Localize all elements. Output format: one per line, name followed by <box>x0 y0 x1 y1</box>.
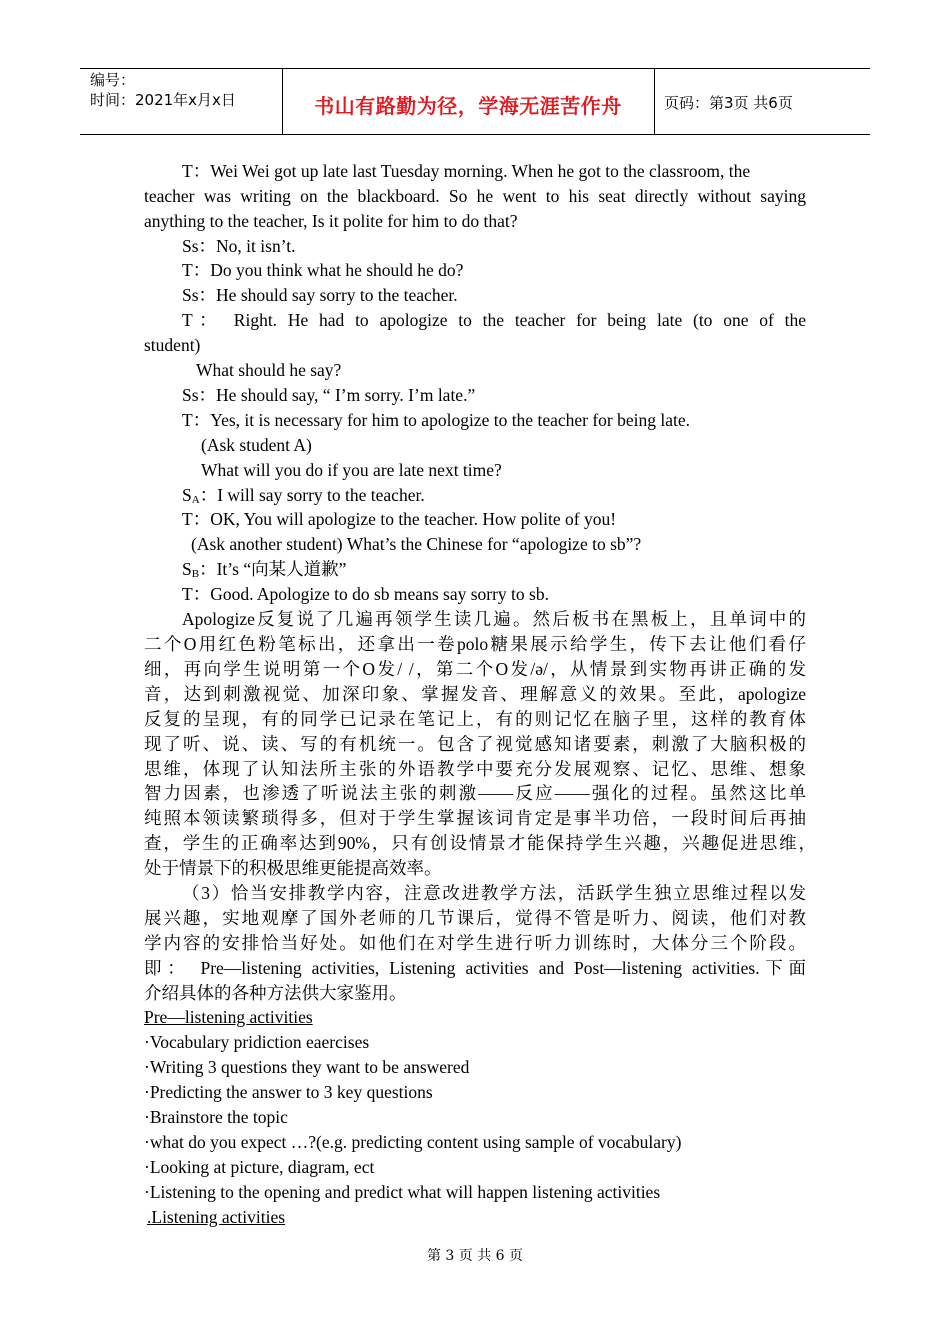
text-line: T：Yes, it is necessary for him to apologize to the teacher for being late. <box>182 410 691 430</box>
header-top-rule <box>80 68 870 69</box>
section-heading-listening: .Listening activities <box>147 1207 286 1227</box>
text-line: 智力因素，也渗透了听说法主张的刺激——反应——强化的过程。虽然这比单 <box>144 783 806 803</box>
text-line: （3）恰当安排教学内容，注意改进教学方法，活跃学生独立思维过程以发 <box>182 883 806 903</box>
text-line: T：Wei Wei got up late last Tuesday morning. When he got to the classroom, the <box>182 161 751 181</box>
section-heading-pre-listening: Pre—listening activities <box>144 1007 313 1027</box>
text-line: (Ask student A) <box>201 435 312 455</box>
list-item: ·Writing 3 questions they want to be answered <box>144 1057 470 1077</box>
text-line: 纯照本领读繁琐得多，但对于学生掌握该词肯定是事半功倍，一段时间后再抽 <box>144 808 806 828</box>
list-item: ·Looking at picture, diagram, ect <box>144 1157 375 1177</box>
header-motto: 书山有路勤为径，学海无涯苦作舟 <box>314 94 622 118</box>
text-line: I will say sorry to the teacher. <box>217 485 425 505</box>
text-line: Apologize反复说了几遍再领学生读几遍。然后板书在黑板上，且单词中的 <box>182 609 806 629</box>
text-line: (Ask another student) What’s the Chinese for “apologize to sb”? <box>191 534 642 554</box>
header-bottom-rule <box>80 134 870 135</box>
list-item: ·Vocabulary pridiction eaercises <box>144 1032 370 1052</box>
text-line: 学内容的安排恰当好处。如他们在对学生进行听力训练时，大体分三个阶段。 <box>144 933 806 953</box>
text-line: student) <box>144 335 201 355</box>
text-line: Ss：He should say sorry to the teacher. <box>182 285 458 305</box>
text-line: Ss：No, it isn’t. <box>182 236 296 256</box>
text-line: T： Right. He had to apologize to the teacher for being late (to one of the <box>182 310 806 330</box>
list-item: ·Listening to the opening and predict what will happen listening activities <box>144 1182 661 1202</box>
text-line: 反复的呈现，有的同学已记录在笔记上，有的则记忆在脑子里，这样的教育体 <box>144 709 806 729</box>
text-line: What will you do if you are late next time? <box>201 460 502 480</box>
header-number-label: 编号： <box>90 71 136 89</box>
text-line: 查，学生的正确率达到90%，只有创设情景才能保持学生兴趣，兴趣促进思维， <box>144 833 816 853</box>
text-line: 思维，体现了认知法所主张的外语教学中要充分发展观察、记忆、思维、想象 <box>144 759 806 779</box>
text-line: T：OK, You will apologize to the teacher. How polite of you! <box>182 509 617 529</box>
text-line: What should he say? <box>196 360 342 380</box>
list-item: ·what do you expect …?(e.g. predicting content using sample of vocabulary) <box>144 1132 682 1152</box>
list-item: ·Predicting the answer to 3 key questions <box>144 1082 433 1102</box>
text-line: 即： Pre—listening activities, Listening activities and Post—listening activities.下面 <box>144 958 806 978</box>
page-footer: 第 3 页 共 6 页 <box>426 1248 524 1264</box>
speaker-a-label: $S_A$： <box>182 485 218 506</box>
text-line: anything to the teacher, Is it polite for him to do that? <box>144 211 518 231</box>
speaker-b-label: $S_B$： <box>182 559 217 580</box>
list-item: ·Brainstore the topic <box>144 1107 288 1127</box>
header-divider-right <box>654 68 655 135</box>
header-page-info: 页码：第3页 共6页 <box>664 94 793 112</box>
text-line: 细，再向学生说明第一个O发/ /，第二个O发/ә/，从情景到实物再讲正确的发 <box>144 659 806 679</box>
text-line: It’s “向某人道歉” <box>216 559 347 579</box>
header-date: 时间：2021年x月x日 <box>90 91 236 109</box>
text-line: Ss：He should say, “ I’m sorry. I’m late.” <box>182 385 476 405</box>
text-line: 音，达到刺激视觉、加深印象、掌握发音、理解意义的效果。至此，apologize <box>144 684 806 704</box>
page-header <box>80 68 870 136</box>
text-line: 处于情景下的积极思维更能提高效率。 <box>144 858 442 878</box>
text-line: 现了听、说、读、写的有机统一。包含了视觉感知诸要素，刺激了大脑积极的 <box>144 734 806 754</box>
text-line: teacher was writing on the blackboard. So he went to his seat directly without saying <box>144 186 806 206</box>
text-line: T：Good. Apologize to do sb means say sorry to sb. <box>182 584 549 604</box>
text-line: T：Do you think what he should he do? <box>182 260 464 280</box>
text-line: 介绍具体的各种方法供大家鉴用。 <box>144 983 407 1003</box>
text-line: 展兴趣，实地观摩了国外老师的几节课后，觉得不管是听力、阅读，他们对教 <box>144 908 806 928</box>
text-line: 二个O用红色粉笔标出，还拿出一卷polo糖果展示给学生，传下去让他们看仔 <box>144 634 806 654</box>
